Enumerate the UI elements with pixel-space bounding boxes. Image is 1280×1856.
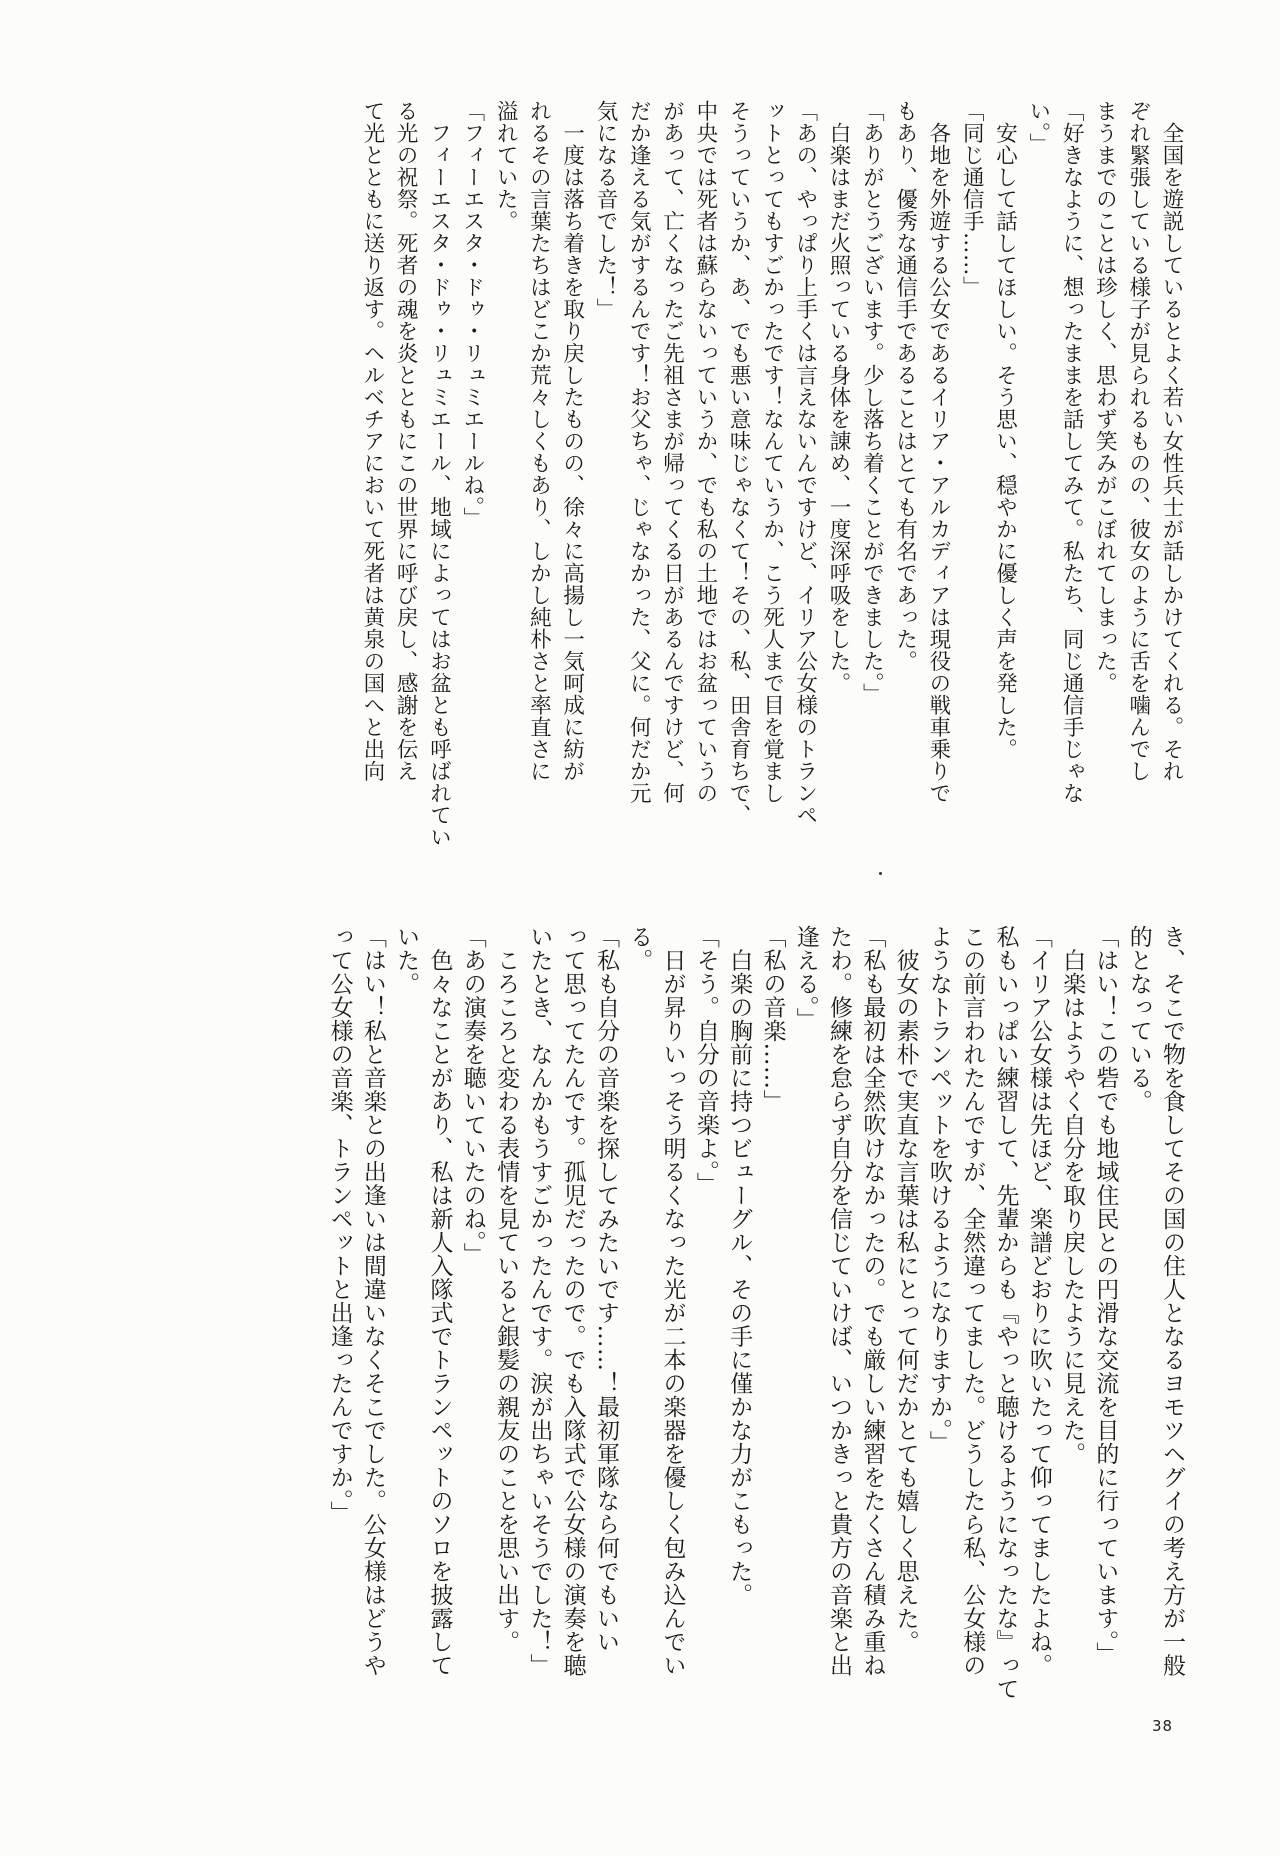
upper-text-block (148, 100, 1188, 860)
text-line: 「あの演奏を聴いていたのね。」 (459, 925, 486, 1266)
text-line: だか逢える気がするんです！お父ちゃ、じゃなかった、父に。何だか元 (626, 100, 652, 804)
text-line: 色々なことがあり、私は新人入隊式でトランペットのソロを披露して (426, 925, 453, 1677)
text-line: 「あの、やっぱり上手くは言えないんですけど、イリア公女様のトランペ (792, 100, 818, 826)
page-number: 38 (1152, 1717, 1174, 1735)
scan-speck (879, 872, 882, 875)
text-line: 一度は落ち着きを取り戻したものの、徐々に高揚し一気呵成に紡が (559, 100, 585, 782)
text-line: れるその言葉たちはどこか荒々しくもあり、しかし純朴さと率直さに (526, 100, 552, 782)
text-line: フィーエスタ・ドゥ・リュミエール、地域によってはお盆とも呼ばれてい (426, 100, 452, 848)
text-line: 溢れていた。 (493, 100, 519, 232)
text-line: ットとってもすごかったです！なんていうか、こう死人まで目を覚まし (759, 100, 785, 804)
text-line: まうまでのことは珍しく、思わず笑みがこぼれてしまった。 (1092, 100, 1118, 694)
text-line: 白楽の胸前に持つビューグル、その手に僅かな力がこもった。 (726, 925, 753, 1607)
text-line: 全国を遊説しているとよく若い女性兵士が話しかけてくれる。それ (1159, 100, 1184, 782)
text-line: 各地を外遊する公女であるイリア・アルカディアは現役の戦車乗りで (925, 100, 951, 804)
text-line: 安心して話してほしい。そう思い、穏やかに優しく声を発した。 (992, 100, 1018, 760)
text-line: ようなトランペットを吹けるようになりますか。」 (925, 925, 952, 1454)
text-line: 彼女の素朴で実直な言葉は私にとって何だかとても嬉しく思えた。 (892, 925, 919, 1654)
text-line: い。」 (1025, 100, 1051, 156)
text-line: いたとき、なんかもうすごかったんです。涙が出ちゃいそうでした！」 (526, 925, 553, 1677)
text-line: この前言われたんですが、全然違ってました。どうしたら私、公女様の (959, 925, 986, 1677)
text-line: 「私の音楽……」 (759, 925, 786, 1113)
text-line: って思ってたんです。孤児だったので。でも入隊式で公女様の演奏を聴 (559, 925, 586, 1677)
text-line: 私もいっぱい練習して、先輩からも『やっと聴けるようになったな』って (992, 925, 1019, 1701)
text-line: もあり、優秀な通信手であることはとても有名であった。 (892, 100, 918, 672)
text-line: ぞれ緊張している様子が見られるものの、彼女のように舌を噛んでし (1125, 100, 1151, 782)
text-line: 「はい！この砦でも地域住民との円滑な交流を目的に行っています。」 (1092, 925, 1119, 1666)
text-line: 白楽はようやく自分を取り戻したように見えた。 (1059, 925, 1086, 1466)
text-line: 気になる音でした！」 (592, 100, 618, 320)
lower-text-block (148, 925, 1188, 1700)
text-line: 日が昇りいっそう明るくなった光が二本の楽器を優しく包み込んでい (659, 925, 686, 1677)
text-line: 「はい！私と音楽との出逢いは間違いなくそこでした。公女様はどうや (359, 925, 386, 1677)
text-line: て光とともに送り返す。ヘルベチアにおいて死者は黄泉の国へと出向 (359, 100, 385, 782)
text-line: 「好きなように、想ったままを話してみて。私たち、同じ通信手じゃな (1059, 100, 1085, 804)
text-line: たわ。修練を怠らず自分を信じていけば、いつかきっと貴方の音楽と出 (826, 925, 853, 1677)
text-line: 白楽はまだ火照っている身体を諌め、一度深呼吸をした。 (826, 100, 852, 694)
text-line: 「ありがとうございます。少し落ち着くことができました。」 (859, 100, 885, 706)
text-line: があって、亡くなったご先祖さまが帰ってくる日があるんですけど、何 (659, 100, 685, 804)
text-line: 逢える。」 (792, 925, 819, 1031)
text-line: 的となっている。 (1125, 925, 1152, 1113)
text-line: そうっていうか、あ、でも悪い意味じゃなくて！その、私、田舎育ちで、 (726, 100, 752, 826)
text-line: 「そう。自分の音楽よ。」 (692, 925, 719, 1196)
text-line: る。 (626, 925, 653, 972)
text-line: き、そこで物を食してその国の住人となるヨモツヘグイの考え方が一般 (1159, 925, 1185, 1677)
text-line: ころころと変わる表情を見ていると銀髪の親友のことを思い出す。 (493, 925, 520, 1654)
text-line: 「同じ通信手……」 (959, 100, 985, 298)
text-line: 「私も最初は全然吹けなかったの。でも厳しい練習をたくさん積み重ね (859, 925, 886, 1677)
text-line: 中央では死者は蘇らないっていうか、でも私の土地ではお盆っていうの (692, 100, 718, 804)
text-line: いた。 (393, 925, 420, 996)
text-line: 「フィーエスタ・ドゥ・リュミエールね。」 (459, 100, 485, 530)
text-line: って公女様の音楽、トランペットと出逢ったんですか。」 (326, 925, 353, 1525)
text-line: る光の祝祭。死者の魂を炎とともにこの世界に呼び戻し、感謝を伝え (393, 100, 419, 782)
text-line: 「イリア公女様は先ほど、楽譜どおりに吹いたって仰ってましたよね。 (1025, 925, 1052, 1677)
text-line: 「私も自分の音楽を探してみたいです……！最初軍隊なら何でもいい (592, 925, 619, 1654)
